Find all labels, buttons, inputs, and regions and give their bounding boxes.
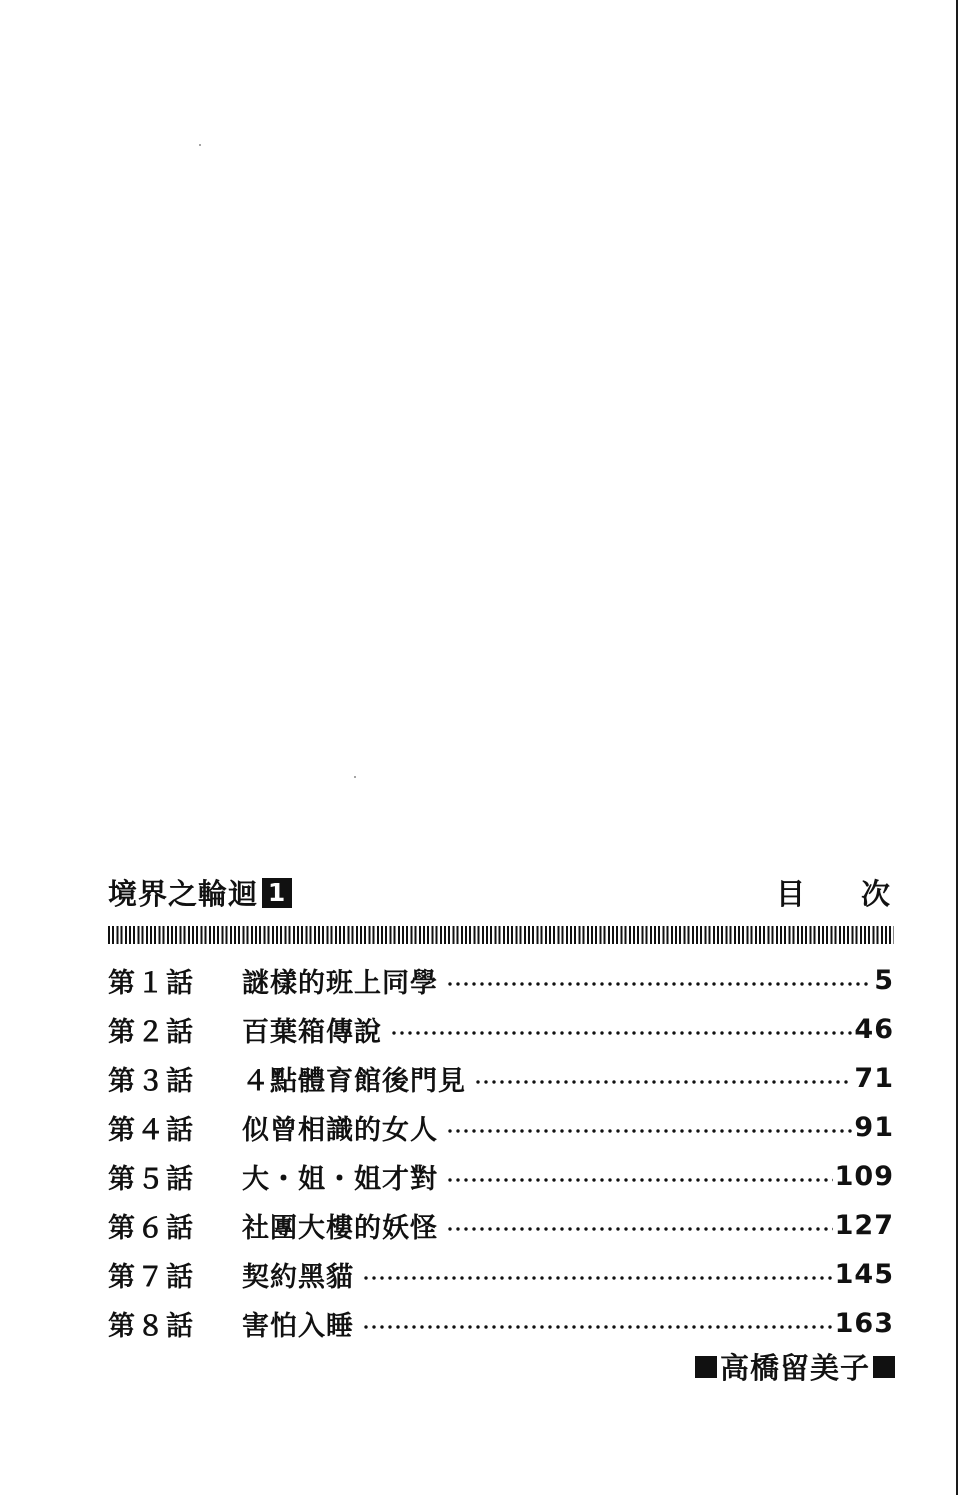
author-name: 高橋留美子 [719, 1351, 870, 1385]
tick-rule-divider [108, 926, 894, 944]
chapter-title: ４點體育館後門見 [242, 1066, 466, 1097]
chapter-page: 163 [834, 1308, 894, 1339]
chapter-entry [108, 1005, 894, 1054]
chapter-list [108, 956, 894, 1348]
dot-leader [474, 1080, 852, 1084]
chapter-title: 似曾相識的女人 [242, 1115, 438, 1146]
book-title-text: 境界之輪迴 [108, 877, 259, 911]
dot-leader [446, 1129, 852, 1133]
paper-speck [199, 144, 201, 146]
author-credit [692, 1346, 898, 1387]
chapter-entry [108, 1103, 894, 1152]
chapter-number: 第３話 [108, 1066, 195, 1097]
chapter-entry [108, 1299, 894, 1348]
chapter-entry [108, 1054, 894, 1103]
dot-leader [446, 1227, 833, 1231]
chapter-page: 71 [854, 1063, 894, 1094]
chapter-number: 第７話 [108, 1262, 195, 1293]
chapter-number: 第４話 [108, 1115, 195, 1146]
chapter-title: 百葉箱傳說 [242, 1017, 382, 1048]
chapter-page: 109 [834, 1161, 894, 1192]
dot-leader [362, 1325, 833, 1329]
dot-leader [390, 1031, 852, 1035]
chapter-number: 第８話 [108, 1311, 195, 1342]
dot-leader [446, 982, 872, 986]
chapter-number: 第２話 [108, 1017, 195, 1048]
chapter-entry [108, 956, 894, 1005]
chapter-page: 5 [874, 965, 894, 996]
toc-header [108, 866, 946, 918]
chapter-page: 46 [854, 1014, 894, 1045]
chapter-title: 契約黑貓 [242, 1262, 354, 1293]
contents-label: 目次 [775, 877, 946, 911]
chapter-entry [108, 1152, 894, 1201]
book-title [108, 872, 292, 913]
chapter-number: 第１話 [108, 968, 195, 999]
dot-leader [446, 1178, 833, 1182]
chapter-number: 第５話 [108, 1164, 195, 1195]
black-square-icon [873, 1356, 895, 1378]
table-of-contents [108, 866, 946, 1348]
chapter-page: 91 [854, 1112, 894, 1143]
chapter-page: 127 [834, 1210, 894, 1241]
dot-leader [362, 1276, 833, 1280]
chapter-title: 謎樣的班上同學 [242, 968, 438, 999]
chapter-number: 第６話 [108, 1213, 195, 1244]
chapter-title: 大・姐・姐才對 [242, 1164, 438, 1195]
paper-speck [354, 776, 356, 778]
chapter-title: 害怕入睡 [242, 1311, 354, 1342]
black-square-icon [695, 1356, 717, 1378]
volume-badge: 1 [262, 878, 292, 908]
chapter-entry [108, 1201, 894, 1250]
chapter-entry [108, 1250, 894, 1299]
page-edge-line [956, 0, 958, 1495]
chapter-page: 145 [834, 1259, 894, 1290]
chapter-title: 社團大樓的妖怪 [242, 1213, 438, 1244]
